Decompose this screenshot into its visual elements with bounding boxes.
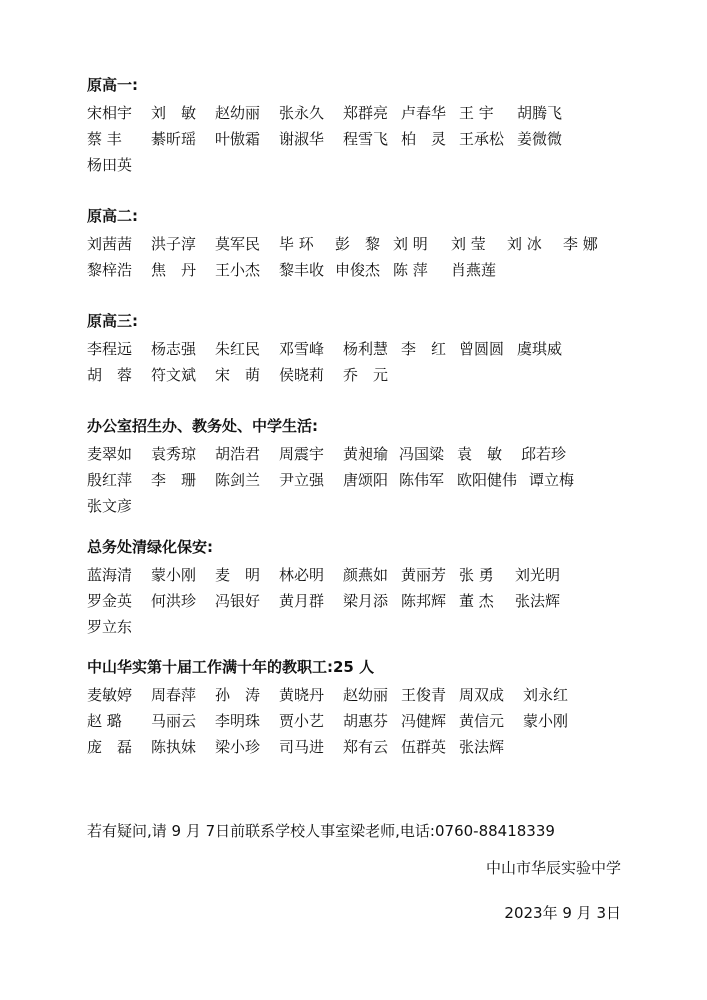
name-item: 蓝海清 [87,566,133,584]
name-item: 胡 蓉 [87,366,133,384]
name-item: 袁秀琼 [151,445,197,463]
name-item: 程雪飞 [343,130,389,148]
name-item: 麦翠如 [87,445,133,463]
name-item: 申俊杰 [335,261,381,279]
name-item: 张法辉 [459,738,505,756]
name-item: 刘 明 [393,235,428,253]
name-item: 乔 元 [343,366,389,384]
name-list [87,562,647,640]
name-item: 彭 黎 [335,235,381,253]
name-list [87,100,647,178]
name-item: 谭立梅 [529,471,575,489]
section-heading: 原高一: [87,76,138,94]
name-row [87,493,647,519]
name-row [87,257,647,283]
name-list [87,441,647,519]
section-heading: 中山华实第十届工作满十年的教职工:25 人 [87,658,375,676]
section-general-affairs [87,536,647,640]
name-item: 李程远 [87,340,133,358]
name-item: 刘 莹 [451,235,486,253]
name-item: 袁 敏 [457,445,503,463]
name-item: 欧阳健伟 [457,471,518,489]
name-row [87,588,647,614]
name-item: 黄昶瑜 [343,445,389,463]
name-item: 叶傲霜 [215,130,261,148]
name-item: 姜微微 [517,130,563,148]
name-item: 胡浩君 [215,445,261,463]
name-item: 陈执妹 [151,738,197,756]
name-item: 刘 冰 [507,235,542,253]
school-signature: 中山市华辰实验中学 [485,859,621,877]
section-grade-three [87,310,647,388]
name-item: 周震宇 [279,445,325,463]
name-item: 刘光明 [515,566,561,584]
name-item: 莫军民 [215,235,261,253]
name-item: 林必明 [279,566,325,584]
name-item: 洪子淳 [151,235,197,253]
section-heading: 办公室招生办、教务处、中学生活: [87,417,319,435]
name-item: 殷红萍 [87,471,133,489]
name-item: 张文彦 [87,497,133,515]
name-item: 麦敏婷 [87,686,133,704]
name-item: 郑有云 [343,738,389,756]
name-item: 冯银好 [215,592,261,610]
section-ten-year-staff [87,656,647,760]
name-item: 麦 明 [215,566,261,584]
name-item: 蒙小刚 [151,566,197,584]
name-item: 黄月群 [279,592,325,610]
name-item: 何洪珍 [151,592,197,610]
name-item: 马丽云 [151,712,197,730]
name-item: 赵幼丽 [215,104,261,122]
name-item: 黎梓浩 [87,261,133,279]
name-item: 冯健辉 [401,712,447,730]
name-item: 陈剑兰 [215,471,261,489]
name-item: 陈邦辉 [401,592,447,610]
name-item: 毕 环 [279,235,314,253]
name-row [87,441,647,467]
name-list [87,231,647,283]
name-item: 周春萍 [151,686,197,704]
name-list [87,682,647,760]
name-item: 蔡 丰 [87,130,122,148]
name-item: 虞琪威 [517,340,563,358]
name-item: 刘茜茜 [87,235,133,253]
name-item: 李 红 [401,340,447,358]
name-item: 张永久 [279,104,325,122]
section-office-staff [87,415,647,519]
name-item: 蒙小刚 [523,712,569,730]
name-item: 邓雪峰 [279,340,325,358]
name-item: 贾小艺 [279,712,325,730]
name-item: 杨田英 [87,156,133,174]
name-item: 孙 涛 [215,686,261,704]
name-item: 张 勇 [459,566,494,584]
name-item: 曾圆圆 [459,340,505,358]
name-item: 肖燕莲 [451,261,497,279]
name-item: 邱若珍 [521,445,567,463]
name-list [87,336,647,388]
name-row [87,231,647,257]
name-item: 王俊青 [401,686,447,704]
name-item: 李 娜 [563,235,598,253]
name-item: 杨利慧 [343,340,389,358]
section-heading: 原高二: [87,207,138,225]
name-item: 黎丰收 [279,261,325,279]
name-item: 罗立东 [87,618,133,636]
name-row [87,100,647,126]
name-item: 李 珊 [151,471,197,489]
name-item: 朱红民 [215,340,261,358]
name-row [87,467,647,493]
name-item: 符文斌 [151,366,197,384]
name-item: 王 宇 [459,104,494,122]
name-item: 王小杰 [215,261,261,279]
name-item: 刘 敏 [151,104,197,122]
name-item: 刘永红 [523,686,569,704]
name-row [87,362,647,388]
name-item: 杨志强 [151,340,197,358]
name-row [87,152,647,178]
name-item: 梁小珍 [215,738,261,756]
name-item: 卢春华 [401,104,447,122]
name-item: 柏 灵 [401,130,447,148]
name-item: 梁月添 [343,592,389,610]
name-item: 郑群亮 [343,104,389,122]
name-item: 侯晓莉 [279,366,325,384]
section-grade-one [87,74,647,178]
name-row [87,336,647,362]
name-item: 陈 萍 [393,261,428,279]
name-row [87,708,647,734]
name-item: 伍群英 [401,738,447,756]
name-item: 焦 丹 [151,261,197,279]
name-row [87,682,647,708]
name-item: 颜燕如 [343,566,389,584]
name-item: 宋 萌 [215,366,261,384]
name-item: 尹立强 [279,471,325,489]
name-item: 周双成 [459,686,505,704]
name-row [87,126,647,152]
name-item: 黄晓丹 [279,686,325,704]
name-item: 黄信元 [459,712,505,730]
section-grade-two [87,205,647,283]
section-heading: 总务处清绿化保安: [87,538,213,556]
name-row [87,614,647,640]
name-item: 谢淑华 [279,130,325,148]
name-item: 司马进 [279,738,325,756]
contact-note: 若有疑问,请 9 月 7日前联系学校人事室梁老师,电话:0760-88418339 [87,822,555,840]
name-item: 綦昕瑶 [151,130,197,148]
name-item: 胡惠芬 [343,712,389,730]
name-item: 胡腾飞 [517,104,563,122]
section-heading: 原高三: [87,312,138,330]
name-item: 宋相宇 [87,104,133,122]
name-item: 冯国粱 [399,445,445,463]
issue-date: 2023年 9 月 3日 [504,904,621,922]
name-row [87,734,647,760]
name-item: 赵幼丽 [343,686,389,704]
name-item: 董 杰 [459,592,494,610]
name-item: 王承松 [459,130,505,148]
name-item: 陈伟军 [399,471,445,489]
name-item: 罗金英 [87,592,133,610]
name-item: 庞 磊 [87,738,133,756]
name-item: 黄丽芳 [401,566,447,584]
name-row [87,562,647,588]
name-item: 赵 璐 [87,712,122,730]
name-item: 唐颂阳 [343,471,389,489]
name-item: 李明珠 [215,712,261,730]
name-item: 张法辉 [515,592,561,610]
